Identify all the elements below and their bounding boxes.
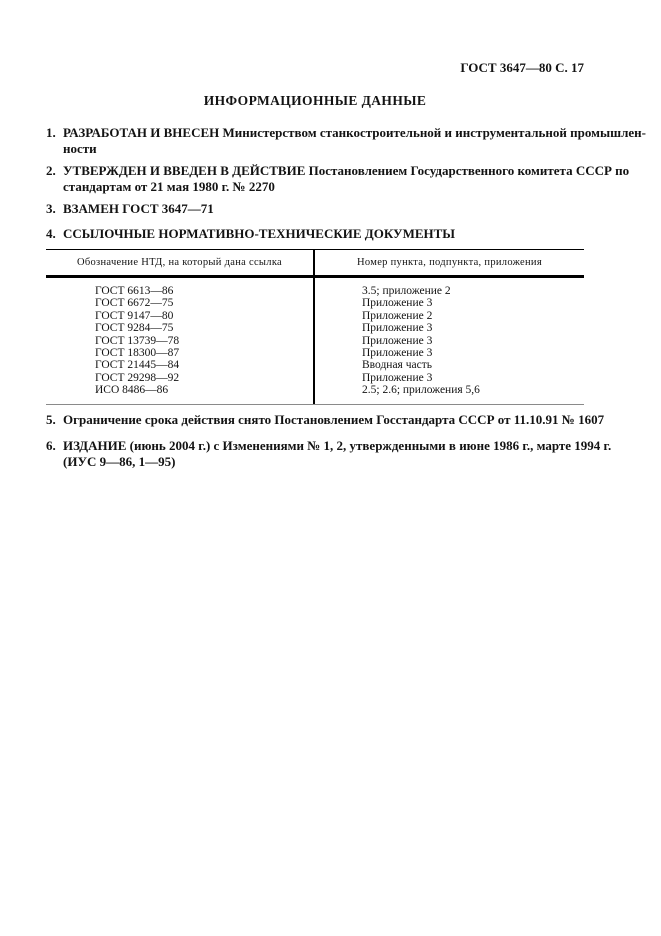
item-text	[63, 163, 629, 194]
table-cell: ГОСТ 6613—86	[95, 285, 174, 297]
item-number: 4.	[46, 225, 56, 241]
page-content	[46, 0, 646, 469]
table-cell: ИСО 8486—86	[95, 384, 169, 397]
text-line: УТВЕРЖДЕН И ВВЕДЕН В ДЕЙСТВИЕ Постановлением Государственного комитета СССР по	[63, 163, 630, 178]
page-header-gost-number: ГОСТ 3647—80 С. 17	[460, 60, 584, 75]
table-cell: ГОСТ 13739—78	[95, 334, 180, 347]
table-col-header-ntd: Обозначение НТД, на который дана ссылка	[46, 250, 315, 275]
table-cell: ГОСТ 29298—92	[95, 371, 180, 384]
table-cell: Приложение 3	[362, 371, 433, 384]
text-line: Ограничение срока действия снято Постановлением Госстандарта СССР от 11.10.91 № 1607	[63, 411, 605, 427]
numbered-item-4	[46, 226, 584, 242]
item-number: 2.	[46, 163, 56, 178]
numbered-item-5	[46, 411, 605, 428]
table-column-number	[315, 278, 584, 404]
table-body	[46, 278, 584, 404]
document-title: ИНФОРМАЦИОННЫЕ ДАННЫЕ	[203, 93, 427, 108]
references-table	[46, 249, 584, 405]
text-line: ССЫЛОЧНЫЕ НОРМАТИВНО-ТЕХНИЧЕСКИЕ ДОКУМЕНТЫ	[63, 225, 456, 241]
item-text	[63, 226, 455, 242]
text-line: ВЗАМЕН ГОСТ 3647—71	[63, 201, 214, 216]
item-number: 1.	[46, 125, 56, 140]
text-line: ИЗДАНИЕ (июнь 2004 г.) с Изменениями № 1, 2, утвержденными в июне 1986 г., марте 1994 г.	[63, 438, 612, 454]
table-cell: Приложение 3	[362, 334, 433, 347]
table-cell: ГОСТ 18300—87	[95, 347, 180, 360]
table-cell: ГОСТ 9147—80	[95, 309, 174, 322]
item-text	[63, 438, 611, 469]
table-cell: Приложение 3	[362, 297, 433, 310]
table-cell: ГОСТ 21445—84	[95, 359, 180, 372]
item-text	[63, 201, 214, 217]
table-cell: ГОСТ 9284—75	[95, 322, 174, 335]
table-cell: ГОСТ 6672—75	[95, 297, 174, 310]
item-number: 3.	[46, 201, 56, 216]
table-cell: Приложение 3	[362, 347, 433, 360]
text-line: стандартам от 21 мая 1980 г. № 2270	[63, 178, 275, 194]
table-cell: 2.5; 2.6; приложения 5,6	[362, 384, 480, 397]
item-number: 5.	[46, 411, 56, 427]
table-cell: Приложение 3	[362, 322, 433, 335]
table-column-ntd	[46, 278, 315, 404]
numbered-item-6	[46, 438, 612, 469]
text-line: РАЗРАБОТАН И ВНЕСЕН Министерством станкостроительной и инструментальной промышлен-	[63, 125, 646, 140]
table-header-row	[46, 250, 584, 278]
numbered-item-3	[46, 201, 584, 217]
table-cell: Приложение 2	[362, 309, 433, 322]
item-text	[63, 125, 646, 156]
table-cell: 3.5; приложение 2	[362, 285, 451, 297]
item-number: 6.	[46, 438, 56, 454]
text-line: (ИУС 9—86, 1—95)	[63, 453, 176, 469]
table-col-header-number: Номер пункта, подпункта, приложения	[357, 257, 542, 268]
text-line: ности	[63, 140, 97, 156]
item-text	[63, 412, 604, 428]
table-cell: Вводная часть	[362, 359, 432, 372]
numbered-item-1	[46, 125, 646, 156]
numbered-item-2	[46, 163, 630, 194]
